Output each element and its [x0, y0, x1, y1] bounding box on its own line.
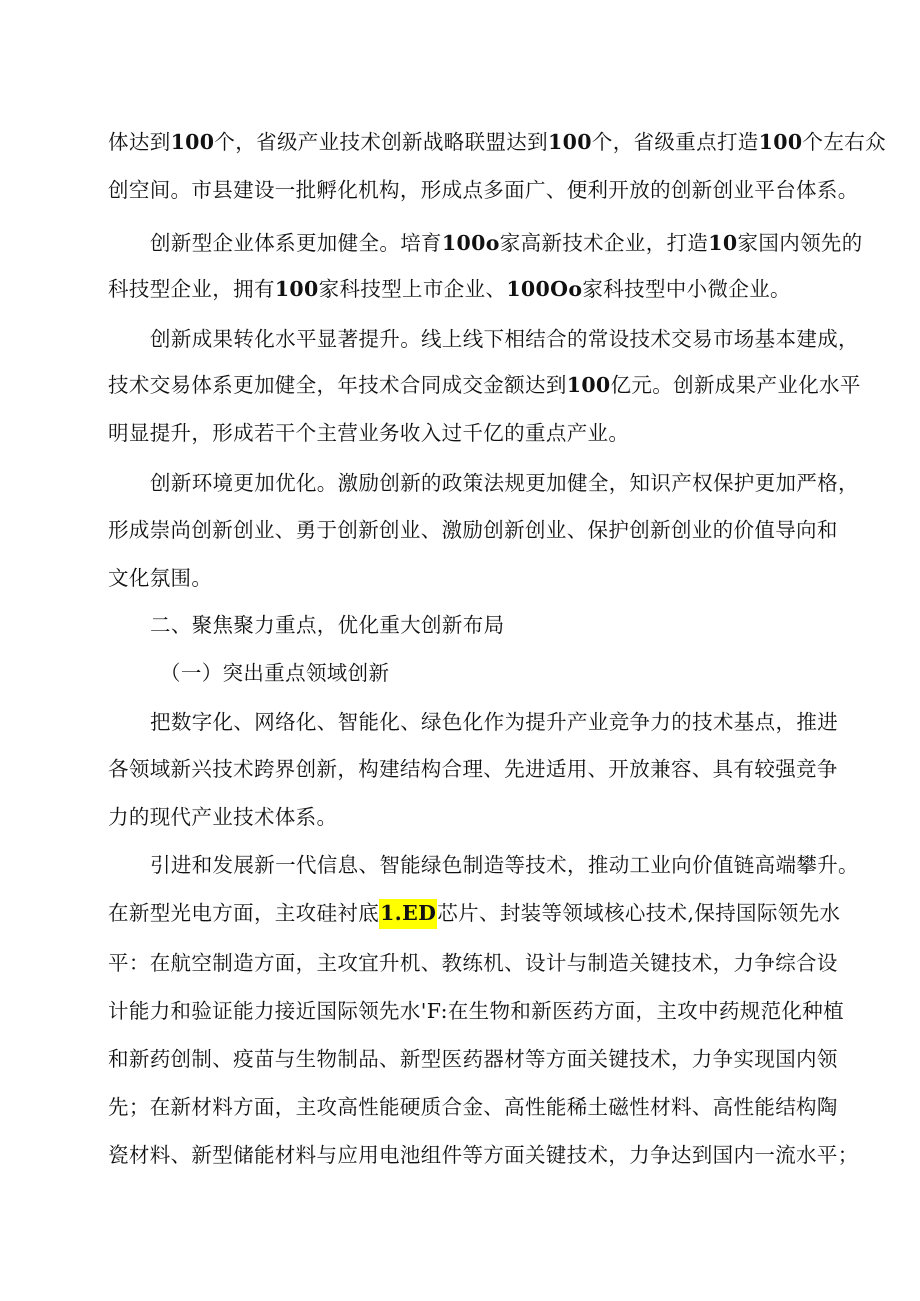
paragraph-line: 把数字化、网络化、智能化、绿色化作为提升产业竞争力的技术基点，推进: [150, 710, 839, 734]
paragraph-line: 创空间。市县建设一批孵化机构，形成点多面广、便利开放的创新创业平台体系。: [108, 178, 859, 202]
paragraph-line: 先；在新材料方面，主攻高性能硬质合金、高性能稀土磁性材料、高性能结构陶: [108, 1095, 838, 1119]
subsection-heading: （一）突出重点领域创新: [160, 661, 390, 685]
paragraph-line: 创新型企业体系更加健全。培育100o家高新技术企业，打造10家国内领先的: [150, 231, 863, 255]
paragraph-line: 和新药创制、疫苗与生物制品、新型医药器材等方面关键技术，力争实现国内领: [108, 1047, 838, 1071]
line-text-after: 芯片、封装等领域核心技术,保持国际领先水: [437, 901, 841, 925]
paragraph-line: 平：在航空制造方面，主攻宜升机、教练机、设计与制造关键技术，力争综合设: [108, 951, 838, 975]
paragraph-line: 技术交易体系更加健全，年技术合同成交金额达到100亿元。创新成果产业化水平: [108, 373, 861, 397]
highlighted-text: 1.ED: [379, 899, 437, 929]
paragraph-line: 形成崇尚创新创业、勇于创新创业、激励创新创业、保护创新创业的价值导向和: [108, 518, 838, 542]
paragraph-line-highlighted: [108, 899, 840, 927]
paragraph-line: 瓷材料、新型储能材料与应用电池组件等方面关键技术，力争达到国内一流水平；: [108, 1143, 859, 1167]
paragraph-line: 明显提升，形成若干个主营业务收入过千亿的重点产业。: [108, 421, 630, 445]
paragraph-line: 各领域新兴技术跨界创新，构建结构合理、先进适用、开放兼容、具有较强竞争: [108, 757, 838, 781]
paragraph-line: 创新成果转化水平显著提升。线上线下相结合的常设技术交易市场基本建成，: [150, 327, 859, 351]
paragraph-line: 体达到100个，省级产业技术创新战略联盟达到100个，省级重点打造100个左右众: [108, 130, 886, 154]
paragraph-line: 引进和发展新一代信息、智能绿色制造等技术，推动工业向价值链高端攀升。: [150, 853, 859, 877]
paragraph-line: 计能力和验证能力接近国际领先水'F:在生物和新医药方面，主攻中药规范化种植: [108, 999, 844, 1023]
section-heading: 二、聚焦聚力重点，优化重大创新布局: [150, 613, 505, 637]
paragraph-line: 科技型企业，拥有100家科技型上市企业、100Oo家科技型中小微企业。: [108, 277, 791, 301]
paragraph-line: 力的现代产业技术体系。: [108, 805, 338, 829]
paragraph-line: 文化氛围。: [108, 566, 213, 590]
paragraph-line: 创新环境更加优化。激励创新的政策法规更加健全，知识产权保护更加严格，: [150, 471, 859, 495]
line-text-before: 在新型光电方面，主攻硅衬底: [108, 901, 380, 925]
